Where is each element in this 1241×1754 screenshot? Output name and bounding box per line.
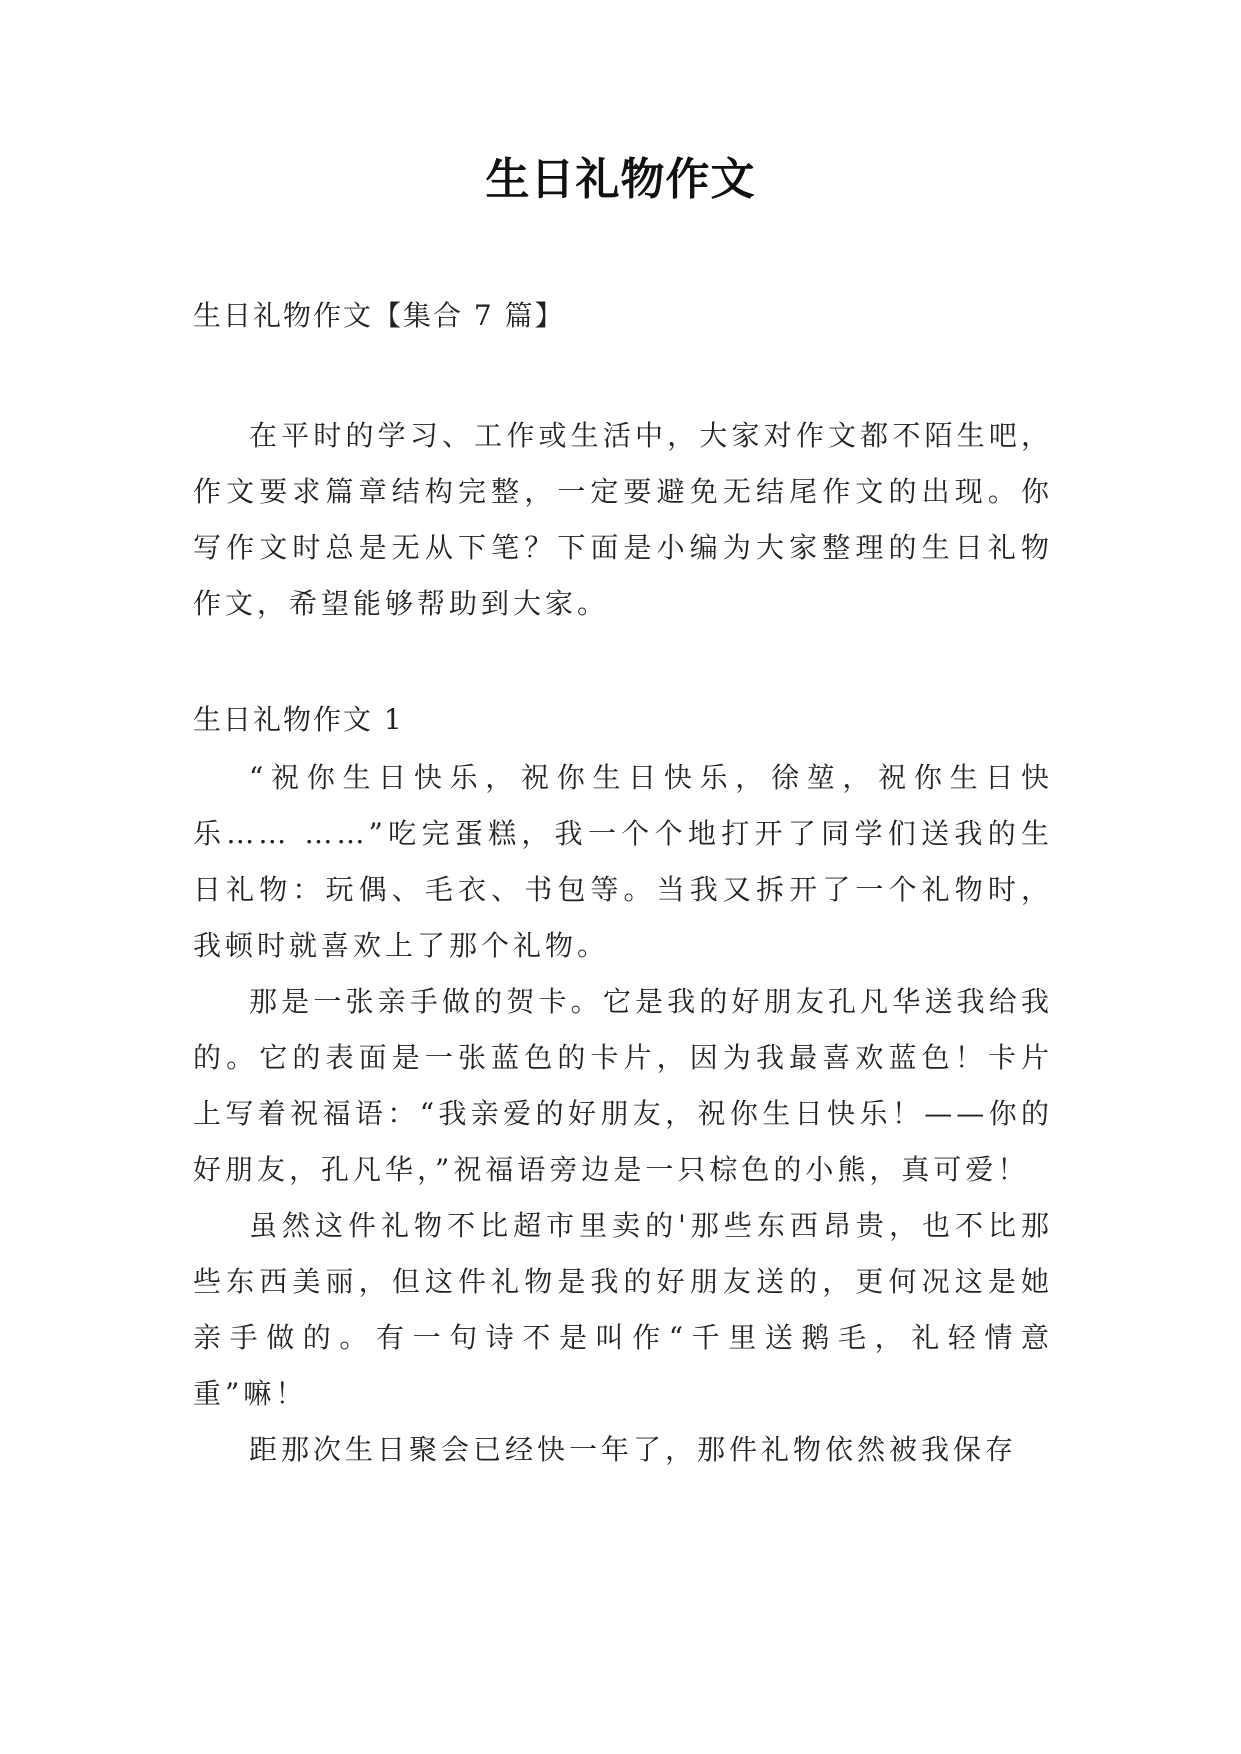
intro-block xyxy=(193,408,1053,632)
essay-paragraph-3: 虽然这件礼物不比超市里卖的'那些东西昂贵，也不比那些东西美丽，但这件礼物是我的好朋友送的，更何况这是她亲手做的。有一句诗不是叫作“千里送鹅毛，礼轻情意重”嘛！ xyxy=(193,1209,1053,1410)
intro-paragraph: 在平时的学习、工作或生活中，大家对作文都不陌生吧，作文要求篇章结构完整，一定要避免无结尾作文的出现。你写作文时总是无从下笔？下面是小编为大家整理的生日礼物作文，希望能够帮助到大家。 xyxy=(193,419,1053,620)
section-heading: 生日礼物作文 1 xyxy=(193,703,404,736)
essay-paragraph-4: 距那次生日聚会已经快一年了，那件礼物依然被我保存 xyxy=(249,1433,1018,1466)
page-title: 生日礼物作文 xyxy=(485,154,756,205)
essay-paragraph-2: 那是一张亲手做的贺卡。它是我的好朋友孔凡华送我给我的。它的表面是一张蓝色的卡片，因为我最喜欢蓝色！卡片上写着祝福语：“我亲爱的好朋友，祝你生日快乐！——你的好朋友，孔凡华，”祝福语旁边是一只棕色的小熊，真可爱！ xyxy=(193,985,1053,1186)
essay-paragraph-1: “祝你生日快乐，祝你生日快乐，徐堃，祝你生日快乐…… ……”吃完蛋糕，我一个个地打开了同学们送我的生日礼物：玩偶、毛衣、书包等。当我又拆开了一个礼物时，我顿时就喜欢上了那个礼物。 xyxy=(193,761,1053,962)
document-subtitle: 生日礼物作文【集合 7 篇】 xyxy=(193,299,565,332)
essay-body xyxy=(193,750,1053,1478)
